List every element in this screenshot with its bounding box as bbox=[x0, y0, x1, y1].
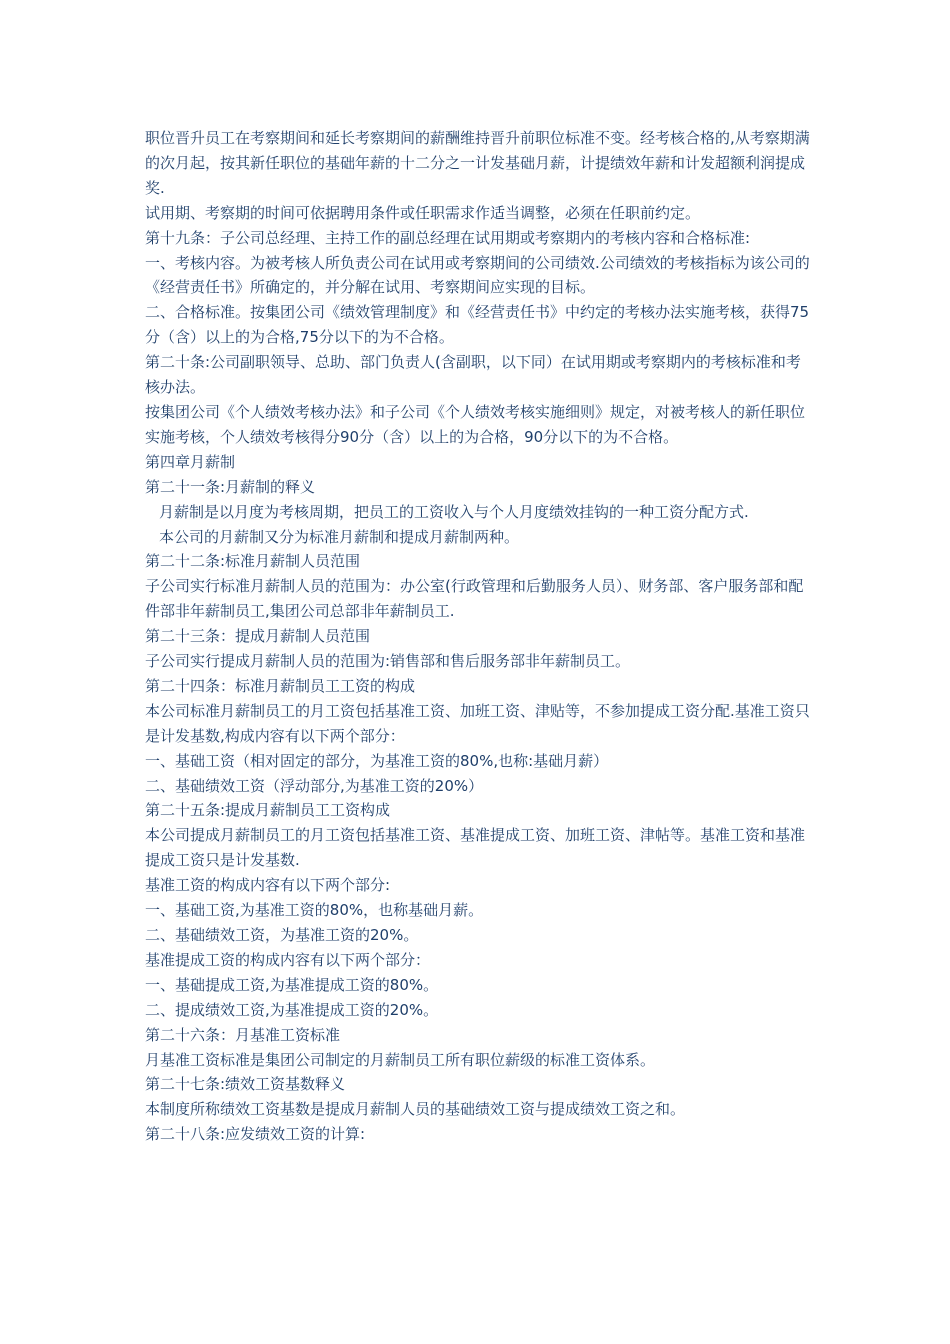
article-heading: 第二十条:公司副职领导、总助、部门负责人(含副职，以下同）在试用期或考察期内的考核标准和考核办法。 bbox=[145, 353, 801, 397]
paragraph: 基准提成工资的构成内容有以下两个部分： bbox=[145, 950, 431, 969]
list-item: 二、基础绩效工资，为基准工资的20%。 bbox=[145, 926, 419, 944]
paragraph: 一、考核内容。为被考核人所负责公司在试用或考察期间的公司绩效.公司绩效的考核指标为该公司的《经营责任书》所确定的，并分解在试用、考察期间应实现的目标。 bbox=[145, 253, 810, 297]
article-heading: 第二十五条:提成月薪制员工工资构成 bbox=[145, 801, 391, 820]
list-item: 二、提成绩效工资,为基准提成工资的20%。 bbox=[145, 1000, 439, 1019]
article-heading: 第二十八条:应发绩效工资的计算: bbox=[145, 1125, 366, 1144]
paragraph: 本公司的月薪制又分为标准月薪制和提成月薪制两种。 bbox=[159, 527, 520, 546]
paragraph: 本公司提成月薪制员工的月工资包括基准工资、基准提成工资、加班工资、津帖等。基准工资和基准提成工资只是计发基数. bbox=[145, 826, 806, 870]
article-heading: 第二十四条：标准月薪制员工工资的构成 bbox=[145, 676, 416, 695]
article-heading: 第二十七条:绩效工资基数释义 bbox=[145, 1075, 346, 1094]
paragraph: 二、合格标准。按集团公司《绩效管理制度》和《经营责任书》中约定的考核办法实施考核，获得75分（含）以上的为合格,75分以下的为不合格。 bbox=[145, 303, 810, 347]
paragraph: 子公司实行标准月薪制人员的范围为：办公室(行政管理和后勤服务人员）、财务部、客户服务部和配件部非年薪制员工,集团公司总部非年薪制员工. bbox=[145, 577, 804, 621]
list-item: 一、基础提成工资,为基准提成工资的80%。 bbox=[145, 975, 439, 994]
article-heading: 第二十三条：提成月薪制人员范围 bbox=[145, 627, 371, 646]
article-heading: 第二十二条:标准月薪制人员范围 bbox=[145, 552, 361, 571]
article-heading: 第十九条：子公司总经理、主持工作的副总经理在试用期或考察期内的考核内容和合格标准: bbox=[145, 228, 751, 247]
paragraph: 子公司实行提成月薪制人员的范围为:销售部和售后服务部非年薪制员工。 bbox=[145, 652, 631, 671]
paragraph: 按集团公司《个人绩效考核办法》和子公司《个人绩效考核实施细则》规定，对被考核人的新任职位实施考核，个人绩效考核得分90分（含）以上的为合格，90分以下的为不合格。 bbox=[145, 402, 806, 446]
paragraph: 本公司标准月薪制员工的月工资包括基准工资、加班工资、津贴等，不参加提成工资分配.基准工资只是计发基数,构成内容有以下两个部分： bbox=[145, 701, 810, 745]
paragraph: 月薪制是以月度为考核周期，把员工的工资收入与个人月度绩效挂钩的一种工资分配方式. bbox=[159, 502, 749, 521]
document-body bbox=[145, 126, 810, 1147]
list-item: 一、基础工资,为基准工资的80%，也称基础月薪。 bbox=[145, 901, 484, 920]
paragraph: 月基准工资标准是集团公司制定的月薪制员工所有职位薪级的标准工资体系。 bbox=[145, 1050, 656, 1069]
paragraph: 职位晋升员工在考察期间和延长考察期间的薪酬维持晋升前职位标准不变。经考核合格的,从考察期满的次月起，按其新任职位的基础年薪的十二分之一计发基础月薪，计提绩效年薪和计发超额利润提成奖. bbox=[145, 129, 810, 197]
chapter-heading: 第四章月薪制 bbox=[145, 452, 236, 471]
list-item: 一、基础工资（相对固定的部分，为基准工资的80%,也称:基础月薪） bbox=[145, 751, 609, 770]
paragraph: 试用期、考察期的时间可依据聘用条件或任职需求作适当调整，必须在任职前约定。 bbox=[145, 203, 701, 222]
list-item: 二、基础绩效工资（浮动部分,为基准工资的20%） bbox=[145, 776, 484, 795]
article-heading: 第二十一条:月薪制的释义 bbox=[145, 477, 316, 496]
article-heading: 第二十六条：月基准工资标准 bbox=[145, 1025, 341, 1044]
paragraph: 基准工资的构成内容有以下两个部分: bbox=[145, 876, 391, 895]
paragraph: 本制度所称绩效工资基数是提成月薪制人员的基础绩效工资与提成绩效工资之和。 bbox=[145, 1100, 686, 1119]
